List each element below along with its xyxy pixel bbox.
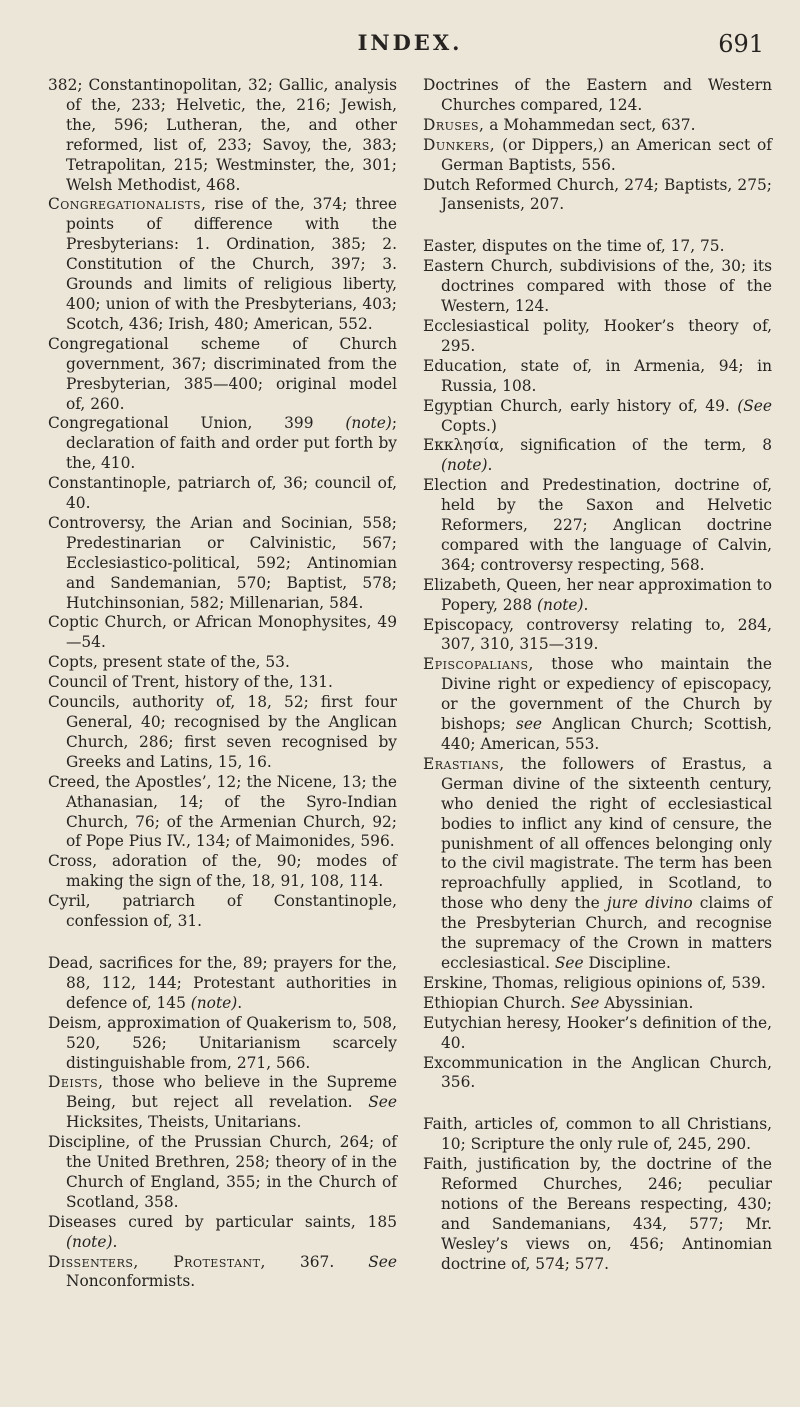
index-entry [48,414,397,474]
entry-text: Discipline, of the Prussian Church, 264; of the United Brethren, 258; theory of in the Church of England, 355; in the Church of Scotland, 358. [48,1133,397,1211]
entry-text: Creed, the Apostles’, 12; the Nicene, 13; the Athanasian, 14; of the Syro-Indian Church, 76; of the Armenian Church, 92; of Pope Pius IV., 134; of Maimonides, 596. [48,772,397,851]
entry-text: Congregational scheme of Church government, 367; discriminated from the Presbyterian, 385—400; original model of, 260. [48,334,397,413]
entry-text: Egyptian Church, early history of, 49. [423,396,738,415]
entry-text: a Mohammedan sect, 637. [484,115,696,134]
entry-text: . [487,456,493,475]
entry-text: Councils, authority of, 18, 52; first four General, 40; recognised by the Anglican Church, 286; first seven recognised by Greeks and Latins, 15, 16. [48,693,397,771]
entry-headword: Deists, [48,1073,104,1092]
entry-text: Dead, sacrifices for the, 89; prayers for the, 88, 112, 144; Protestant authorities in defence of, 145 [48,953,397,1012]
index-entry [48,76,397,195]
left-column [48,76,397,1292]
entry-text: Easter, disputes on the time of, 17, 75. [423,237,725,256]
entry-text: Doctrines of the Eastern and Western Churches compared, 124. [423,76,772,114]
entry-text: ; declaration of faith and order put forth by the, 410. [66,414,397,473]
entry-text: Anglican Church; Scottish, 440; American, 553. [441,715,772,753]
entry-italic: (note) [537,595,584,614]
index-entry [48,1014,397,1074]
entry-headword: Congregationalists, [48,195,207,214]
index-entry [423,397,772,437]
entry-text: Εκκλησία, signification of the term, 8 [423,436,772,455]
entry-text: Hicksites, Theists, Unitarians. [66,1113,302,1132]
index-entry [48,514,397,614]
entry-italic: (note) [66,1232,113,1251]
entry-text: Eastern Church, subdivisions of the, 30; its doctrines compared with those of the Western, 124. [423,257,772,316]
entry-text: the followers of Erastus, a German divine of the sixteenth century, who denied the right of ecclesiastical bodies to inflict any kind of censure, the punishment of all offences belonging only to the civil magistrate. The term has been reproachfully applied, in Scotland, to those who deny the [441,754,772,913]
index-entry [423,176,772,216]
entry-text: . [583,595,589,614]
index-entry [48,773,397,853]
index-entry [423,257,772,317]
index-entry [423,1054,772,1094]
entry-text: rise of the, 374; three points of difference with the Presbyterians: 1. Ordination, 385; 2. Constitution of the Church, 397; 3. Grounds and limits of religious liberty, 400; union of with the Presbyterians, 403; Scotch, 436; Irish, 480; American, 552. [66,195,397,333]
index-entry [423,357,772,397]
index-entry [423,436,772,476]
entry-text: 382; Constantinopolitan, 32; Gallic, analysis of the, 233; Helvetic, the, 216; Jewish, the, 596; Lutheran, the, and other reformed, list of, 233; Savoy, the, 383; Tetrapolitan, 215; Westminster, the, 301; Welsh Methodist, 468. [48,76,397,194]
index-entry [423,755,772,974]
entry-text: Congregational Union, 399 [48,414,346,433]
index-entry [423,1115,772,1155]
index-entry [423,974,772,994]
right-column [423,76,772,1292]
entry-text: Ecclesiastical polity, Hooker’s theory of, 295. [423,316,772,355]
entry-text: Election and Predestination, doctrine of, held by the Saxon and Helvetic Reformers, 227; Anglican doctrine compared with the language of Calvin, 364; controversy respecting, 568. [423,476,772,574]
entry-text: (or Dippers,) an American sect of German Baptists, 556. [441,135,772,174]
entry-text: Education, state of, in Armenia, 94; in Russia, 108. [423,356,772,395]
entry-text: Copts.) [441,416,497,435]
entry-text: Faith, articles of, common to all Christians, 10; Scripture the only rule of, 245, 290. [423,1115,772,1154]
index-entry [48,335,397,415]
index-entry [48,954,397,1014]
entry-italic: See [368,1252,398,1271]
index-entry [423,655,772,755]
index-entry [423,1155,772,1274]
entry-text: Ethiopian Church. [423,993,571,1012]
page-header [48,30,772,70]
index-entry [48,613,397,653]
index-entry [48,195,397,334]
entry-italic: see [515,715,543,734]
entry-text: Dutch Reformed Church, 274; Baptists, 275; Jansenists, 207. [423,175,772,214]
entry-text: those who maintain the Divine right or expediency of episcopacy, or the government of the Church by bishops; [441,655,772,734]
entry-text: 367. [265,1252,369,1271]
entry-italic: (note) [345,414,392,433]
entry-text: Cyril, patriarch of Constantinople, confession of, 31. [48,892,397,931]
entry-text: Discipline. [583,953,671,972]
entry-italic: See [554,953,584,972]
entry-text: Council of Trent, history of the, 131. [48,673,333,692]
entry-text: claims of the Presbyterian Church, and recognise the supremacy of the Crown in matters ecclesiastical. [441,894,772,972]
entry-text: Elizabeth, Queen, her near approximation to Popery, 288 [423,575,772,614]
entry-text: . [112,1232,118,1251]
entry-text: Excommunication in the Anglican Church, 356. [423,1053,772,1092]
index-entry [48,1253,397,1293]
entry-headword: Dunkers, [423,135,496,154]
index-entry [48,653,397,673]
entry-text: Nonconformists. [66,1272,196,1291]
index-entry [48,1213,397,1253]
entry-italic: (note) [190,993,238,1012]
entry-text: those who believe in the Supreme Being, but reject all revelation. [66,1073,397,1112]
index-entry [48,1133,397,1213]
running-title: INDEX. [357,30,463,55]
entry-text: . [237,993,243,1012]
entry-headword: Druses, [423,115,485,134]
index-entry [423,994,772,1014]
entry-text: Abyssinian. [599,993,694,1012]
entry-italic: (note) [441,456,488,475]
entry-text: Coptic Church, or African Monophysites, 49—54. [48,613,397,652]
index-entry [48,693,397,773]
entry-text: Episcopacy, controversy relating to, 284, 307, 310, 315—319. [423,615,772,654]
index-columns [48,76,772,1292]
index-entry [48,673,397,693]
entry-text: Deism, approximation of Quakerism to, 508, 520, 526; Unitarianism scarcely distinguishable from, 271, 566. [48,1013,397,1072]
entry-headword: Dissenters, Protestant, [48,1252,266,1271]
index-entry [423,76,772,116]
entry-text: Erskine, Thomas, religious opinions of, 539. [423,973,766,992]
index-entry [48,892,397,932]
entry-headword: Episcopalians, [423,655,534,674]
entry-italic: See [368,1093,397,1112]
index-entry [423,576,772,616]
index-entry [48,852,397,892]
entry-italic: See [570,993,600,1012]
index-entry [423,116,772,136]
entry-text: Controversy, the Arian and Socinian, 558; Predestinarian or Calvinistic, 567; Ecclesiastico-political, 592; Antinomian and Sandemanian, 570; Baptist, 578; Hutchinsonian, 582; Millenarian, 584. [48,513,397,612]
entry-text: Eutychian heresy, Hooker’s definition of the, 40. [423,1013,772,1052]
entry-text: Cross, adoration of the, 90; modes of making the sign of the, 18, 91, 108, 114. [48,852,397,891]
index-entry [423,476,772,576]
index-entry [423,237,772,257]
index-entry [423,616,772,656]
entry-text: Diseases cured by particular saints, 185 [48,1212,397,1231]
entry-headword: Erastians, [423,754,505,773]
entry-italic: (See [737,396,772,415]
index-entry [423,136,772,176]
entry-text: Constantinople, patriarch of, 36; council of, 40. [48,474,397,513]
index-entry [48,1073,397,1133]
entry-italic: jure divino [606,894,693,913]
entry-text: Faith, justification by, the doctrine of the Reformed Churches, 246; peculiar notions of the Bereans respecting, 430; and Sandemanians, 434, 577; Mr. Wesley’s views on, 456; Antinomian doctrine of, 574; 577. [423,1155,772,1273]
index-entry [48,474,397,514]
index-entry [423,1014,772,1054]
index-entry [423,317,772,357]
page-number: 691 [718,30,764,58]
entry-text: Copts, present state of the, 53. [48,653,290,672]
